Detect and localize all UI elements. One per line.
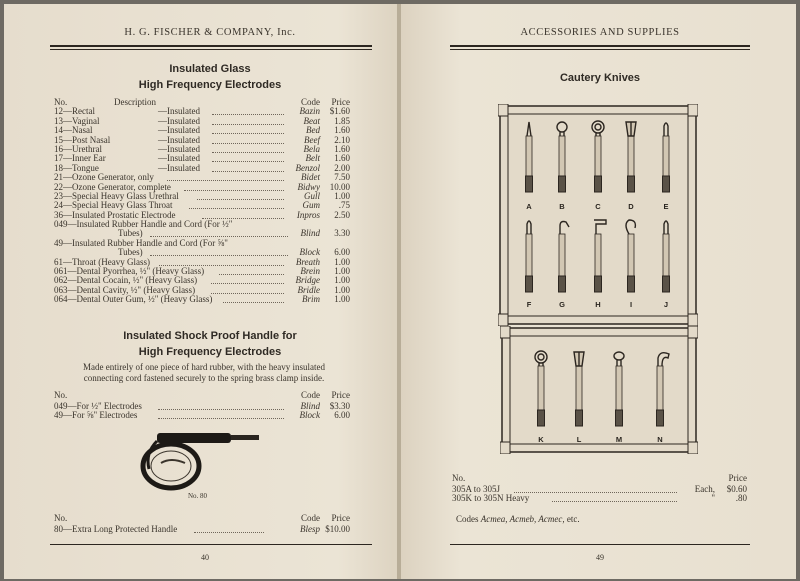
cautery-case-bottom bbox=[500, 326, 698, 454]
table-row: 18—Tongue —Insulated Benzol 2.00 bbox=[54, 162, 350, 173]
table-row: 14—Nasal —Insulated Bed 1.60 bbox=[54, 125, 350, 136]
knife-label: J bbox=[663, 300, 669, 309]
right-title: Cautery Knives bbox=[559, 72, 641, 84]
right-footer-rule bbox=[450, 544, 750, 545]
section2-title-2: High Frequency Electrodes bbox=[138, 346, 282, 358]
table-row: 13—Vaginal —Insulated Beat 1.85 bbox=[54, 115, 350, 126]
table-row: 062—Dental Cocain, ½" (Heavy Glass) Bridge 1.00 bbox=[54, 275, 350, 286]
knife-label: A bbox=[526, 202, 532, 211]
table-row: 61—Throat (Heavy Glass) Breath 1.00 bbox=[54, 256, 350, 267]
table-row: 49—For ⅝" Electrodes Block 6.00 bbox=[54, 410, 350, 421]
knife-label: C bbox=[595, 202, 601, 211]
table-row: 23—Special Heavy Glass Urethral Gull 1.00 bbox=[54, 190, 350, 201]
knife-label: I bbox=[629, 300, 633, 309]
shock-handle-table: No. Code Price 049—For ½" Electrodes Blind $3.30 49—For ⅝" Electrodes Block 6.00 bbox=[54, 390, 350, 421]
knife-label: E bbox=[663, 202, 669, 211]
table-row: 061—Dental Pyorrhea, ½" (Heavy Glass) Brein 1.00 bbox=[54, 266, 350, 277]
cautery-case-top bbox=[498, 104, 698, 326]
table-row: 36—Insulated Prostatic Electrode Inpros 2.50 bbox=[54, 209, 350, 220]
figure-caption: No. 80 bbox=[188, 492, 208, 500]
section2-title-1: Insulated Shock Proof Handle for bbox=[123, 330, 297, 342]
knife-label: N bbox=[657, 435, 663, 444]
cautery-price-table: No. Price 305A to 305J Each, $0.60 305K to 305N Heavy " .80 bbox=[452, 473, 747, 504]
table-row: 064—Dental Outer Gum, ½" (Heavy Glass) Brim 1.00 bbox=[54, 294, 350, 305]
table-row: 21—Ozone Generator, only Bidet 7.50 bbox=[54, 172, 350, 183]
table-row: 80—Extra Long Protected Handle Blesp $10.00 bbox=[54, 524, 350, 534]
table-row: 305A to 305J Each, $0.60 bbox=[452, 484, 747, 494]
table-row: 22—Ozone Generator, complete Bidwy 10.00 bbox=[54, 181, 350, 192]
table-header: No. Description Code Price bbox=[54, 97, 350, 107]
table-row: 049—For ½" Electrodes Blind $3.30 bbox=[54, 401, 350, 411]
cautery-codes: Codes Acmea, Acmeb, Acmec, etc. bbox=[456, 514, 580, 524]
left-header-rule bbox=[50, 45, 372, 47]
knife-label: F bbox=[526, 300, 532, 309]
left-page-number: 40 bbox=[201, 553, 209, 562]
table-row: 063—Dental Cavity, ½" (Heavy Glass) Bridle 1.00 bbox=[54, 284, 350, 295]
section2-description-2: connecting cord fastened securely to the spring brass clamp inside. bbox=[83, 373, 325, 383]
left-title-2: High Frequency Electrodes bbox=[138, 79, 282, 91]
table-row: 24—Special Heavy Glass Throat Gum .75 bbox=[54, 200, 350, 211]
left-title-1: Insulated Glass bbox=[169, 63, 251, 75]
table-row: 12—Rectal —Insulated Bazin $1.60 bbox=[54, 106, 350, 117]
table-row: 49—Insulated Rubber Handle and Cord (For ⅝" Tubes) Block 6.00 bbox=[54, 237, 350, 258]
extra-handle-table: No. Code Price 80—Extra Long Protected Handle Blesp $10.00 bbox=[54, 513, 350, 534]
electrode-table bbox=[54, 98, 350, 305]
right-header-rule bbox=[450, 45, 750, 47]
knife-label: G bbox=[559, 300, 565, 309]
section2-description-1: Made entirely of one piece of hard rubber, with the heavy insulated bbox=[82, 362, 326, 372]
left-running-head: H. G. FISCHER & COMPANY, Inc. bbox=[124, 27, 296, 38]
knife-label: B bbox=[559, 202, 565, 211]
table-row: 16—Urethral —Insulated Bela 1.60 bbox=[54, 143, 350, 154]
table-row: 17—Inner Ear —Insulated Belt 1.60 bbox=[54, 153, 350, 164]
table-row: 305K to 305N Heavy " .80 bbox=[452, 493, 747, 504]
knife-label: D bbox=[628, 202, 634, 211]
knife-label: M bbox=[615, 435, 623, 444]
knife-label: L bbox=[576, 435, 582, 444]
right-page-number: 49 bbox=[596, 553, 604, 562]
knife-label: K bbox=[538, 435, 544, 444]
table-row: 15—Post Nasal —Insulated Beef 2.10 bbox=[54, 134, 350, 145]
shock-proof-handle-illustration bbox=[135, 427, 265, 497]
knife-label: H bbox=[595, 300, 601, 309]
right-running-head: ACCESSORIES AND SUPPLIES bbox=[520, 27, 680, 38]
table-row: 049—Insulated Rubber Handle and Cord (For ½" Tubes) Blind 3.30 bbox=[54, 219, 350, 239]
left-footer-rule bbox=[50, 544, 372, 545]
